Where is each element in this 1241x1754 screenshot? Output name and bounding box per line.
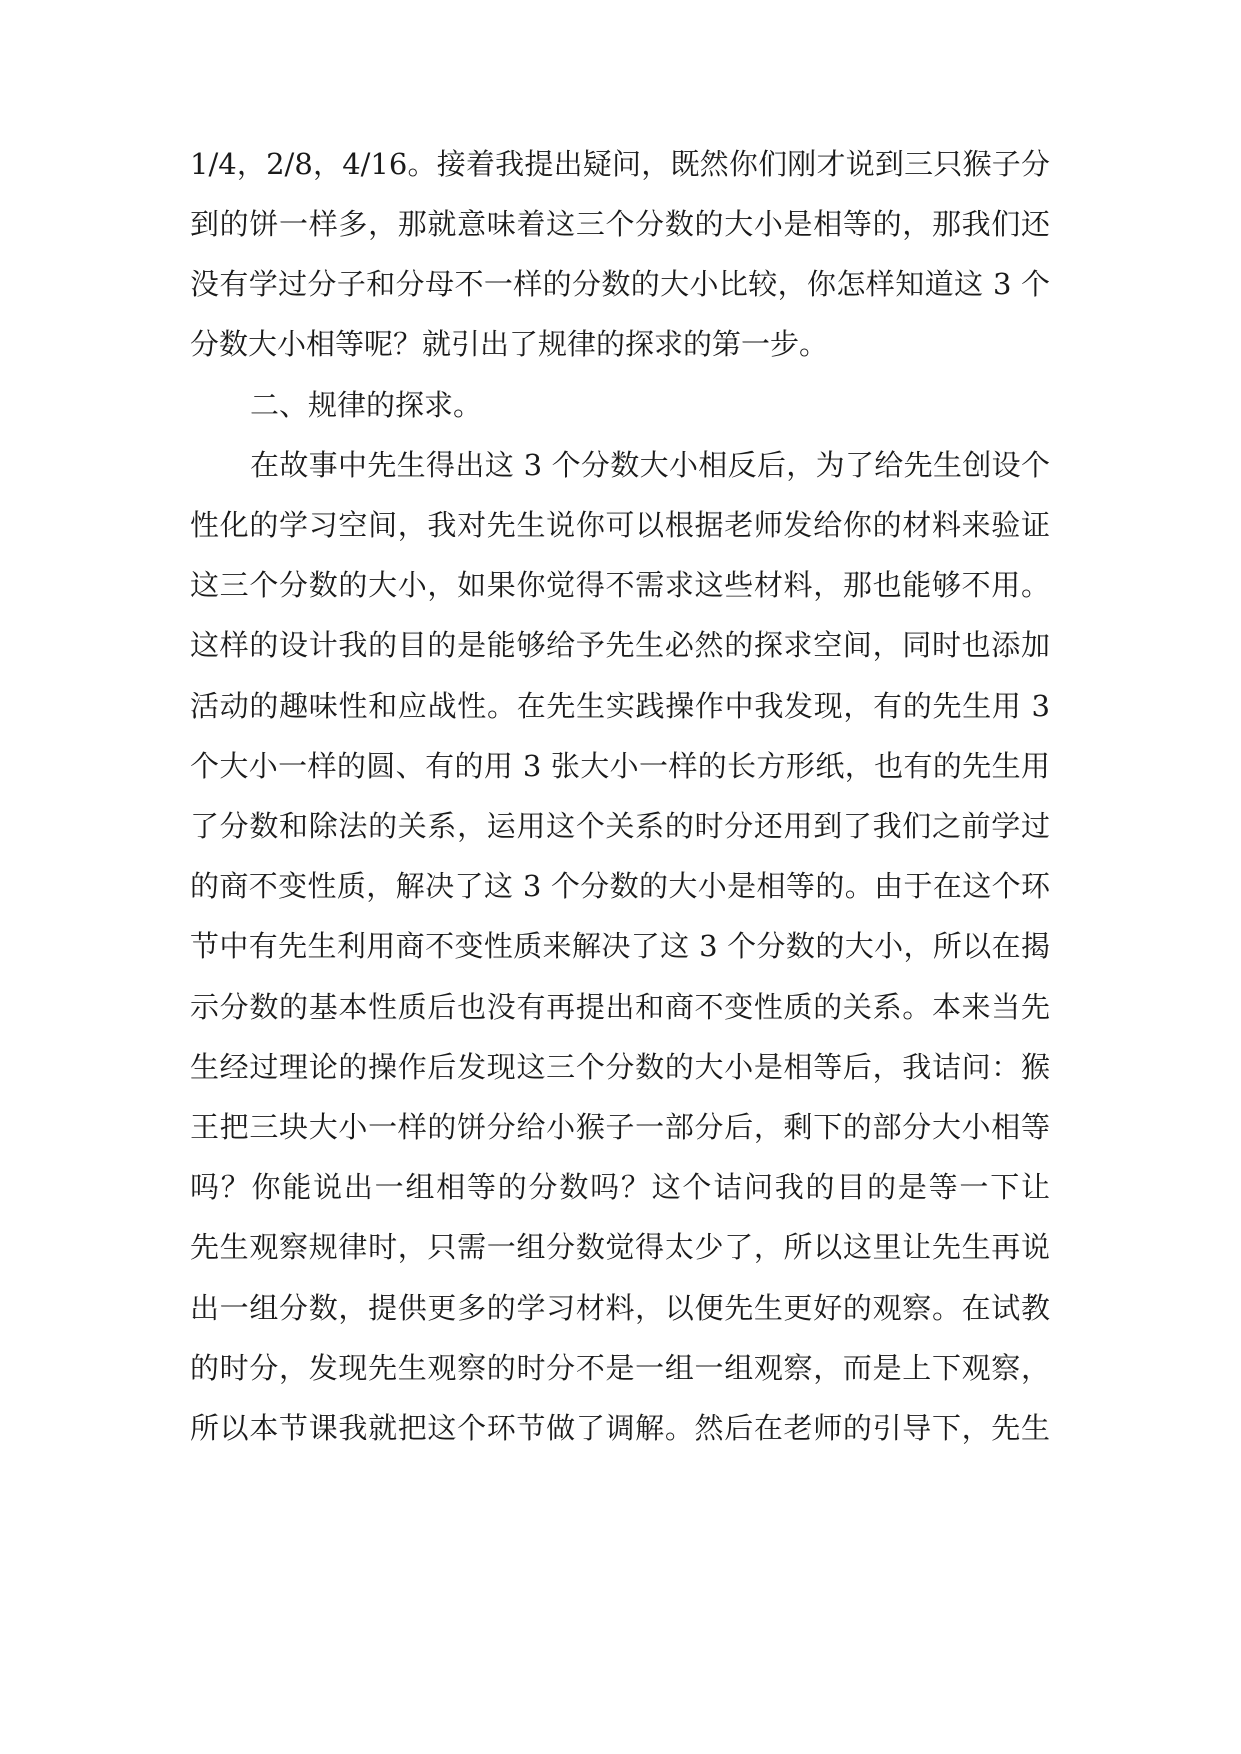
text-line-3: 没有学过分子和分母不一样的分数的大小比较，你怎样知道这 3 个 xyxy=(190,267,1050,301)
text-line-19: 先生观察规律时，只需一组分数觉得太少了，所以这里让先生再说 xyxy=(190,1230,1050,1264)
text-line-9: 这样的设计我的目的是能够给予先生必然的探求空间，同时也添加 xyxy=(190,628,1050,662)
text-line-12: 了分数和除法的关系，运用这个关系的时分还用到了我们之前学过 xyxy=(190,809,1050,843)
text-line-2: 到的饼一样多，那就意味着这三个分数的大小是相等的，那我们还 xyxy=(190,207,1050,241)
text-line-7: 性化的学习空间，我对先生说你可以根据老师发给你的材料来验证 xyxy=(190,508,1050,542)
text-line-18: 吗？你能说出一组相等的分数吗？这个诘问我的目的是等一下让 xyxy=(190,1170,1050,1204)
text-line-21: 的时分，发现先生观察的时分不是一组一组观察，而是上下观察， xyxy=(190,1351,1050,1385)
text-line-14: 节中有先生利用商不变性质来解决了这 3 个分数的大小，所以在揭 xyxy=(190,929,1050,963)
text-line-1: 1/4，2/8，4/16。接着我提出疑问，既然你们刚才说到三只猴子分 xyxy=(190,147,1050,181)
text-line-8: 这三个分数的大小，如果你觉得不需求这些材料，那也能够不用。 xyxy=(190,568,1050,602)
text-line-13: 的商不变性质，解决了这 3 个分数的大小是相等的。由于在这个环 xyxy=(190,869,1050,903)
text-line-4: 分数大小相等呢？就引出了规律的探求的第一步。 xyxy=(190,327,829,361)
text-line-17: 王把三块大小一样的饼分给小猴子一部分后，剩下的部分大小相等 xyxy=(190,1110,1050,1144)
text-line-20: 出一组分数，提供更多的学习材料，以便先生更好的观察。在试教 xyxy=(190,1291,1050,1325)
section-heading: 二、规律的探求。 xyxy=(250,388,483,422)
text-line-10: 活动的趣味性和应战性。在先生实践操作中我发现，有的先生用 3 xyxy=(190,689,1050,723)
text-line-22: 所以本节课我就把这个环节做了调解。然后在老师的引导下，先生 xyxy=(190,1411,1050,1445)
text-line-11: 个大小一样的圆、有的用 3 张大小一样的长方形纸，也有的先生用 xyxy=(190,749,1050,783)
text-line-6: 在故事中先生得出这 3 个分数大小相反后，为了给先生创设个 xyxy=(250,448,1050,482)
text-line-15: 示分数的基本性质后也没有再提出和商不变性质的关系。本来当先 xyxy=(190,990,1050,1024)
text-line-16: 生经过理论的操作后发现这三个分数的大小是相等后，我诘问：猴 xyxy=(190,1050,1050,1084)
